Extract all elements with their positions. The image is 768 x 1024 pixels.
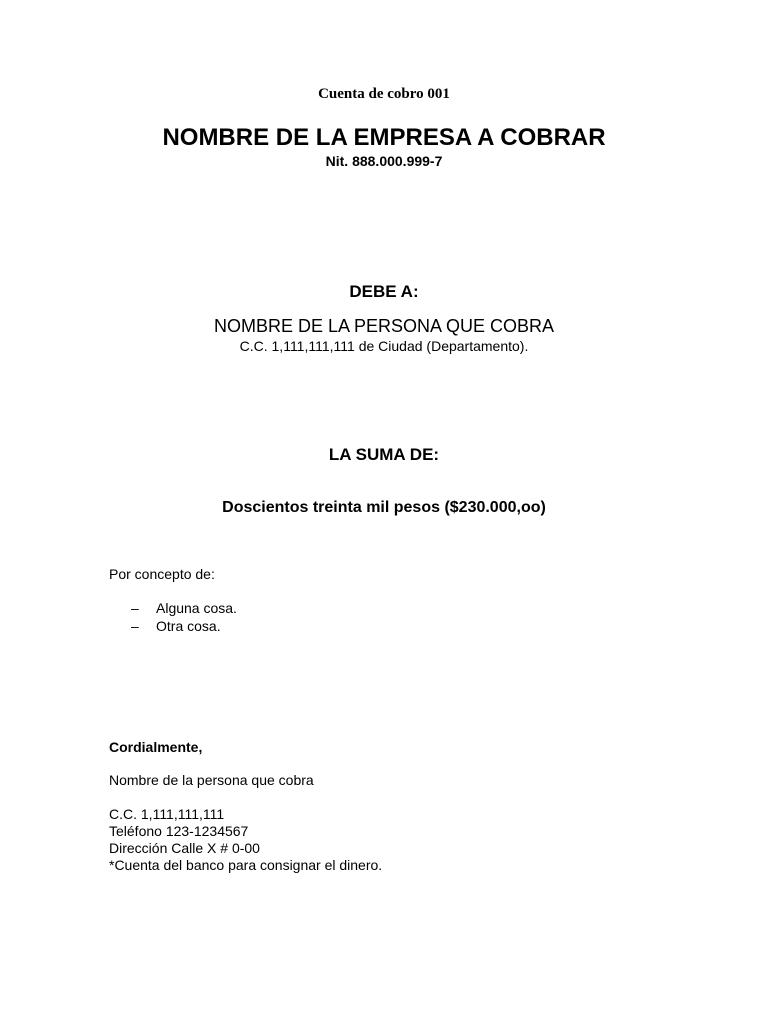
owes-heading: DEBE A: <box>349 282 419 301</box>
concept-label: Por concepto de: <box>109 566 215 582</box>
company-nit: Nit. 888.000.999-7 <box>325 153 443 169</box>
payee-id: C.C. 1,111,111,111 de Ciudad (Departamento). <box>239 338 529 354</box>
sender-bank-account: *Cuenta del banco para consignar el dinero. <box>109 857 383 873</box>
sum-heading: LA SUMA DE: <box>328 445 440 464</box>
company-name: NOMBRE DE LA EMPRESA A COBRAR <box>162 124 606 151</box>
list-item: Otra cosa. <box>156 618 221 634</box>
sender-id: C.C. 1,111,111,111 <box>109 806 225 822</box>
payee-name: NOMBRE DE LA PERSONA QUE COBRA <box>213 316 555 336</box>
sender-address: Dirección Calle X # 0-00 <box>109 840 260 856</box>
list-item: Alguna cosa. <box>156 600 237 616</box>
sender-name: Nombre de la persona que cobra <box>109 772 314 788</box>
amount-in-words: Doscientos treinta mil pesos ($230.000,oo) <box>222 499 546 516</box>
closing-salutation: Cordialmente, <box>109 739 203 755</box>
sender-phone: Teléfono 123-1234567 <box>109 823 249 839</box>
document-number: Cuenta de cobro 001 <box>318 86 450 102</box>
list-item-bullet: – <box>131 600 139 616</box>
list-item-bullet: – <box>131 618 139 634</box>
